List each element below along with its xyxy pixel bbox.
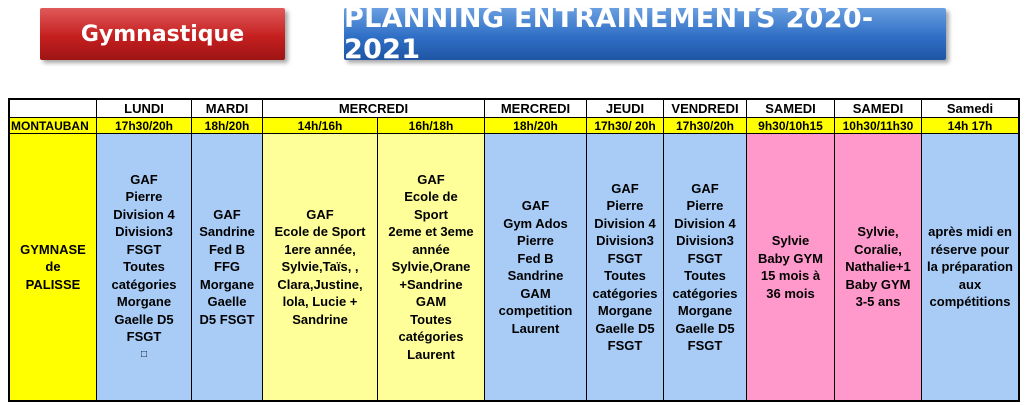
session-cell: GAF Gym Ados Pierre Fed B Sandrine GAM competition Laurent <box>485 134 586 400</box>
title-banner <box>344 3 946 65</box>
time-slot: 17h30/20h <box>664 118 746 133</box>
time-slot: 14h/16h <box>263 118 377 133</box>
time-slot: 10h30/11h30 <box>835 118 921 133</box>
day-header: MERCREDI <box>485 100 586 117</box>
time-slot: 18h/20h <box>192 118 262 133</box>
session-cell: GAF Ecole de Sport 2eme et 3eme année Sylvie,Orane +Sandrine GAM Toutes catégories Laurent <box>378 134 484 400</box>
day-header: SAMEDI <box>835 100 921 117</box>
session-cell: GAF Sandrine Fed B FFG Morgane Gaelle D5 FSGT <box>192 134 262 400</box>
time-slot: 9h30/10h15 <box>747 118 834 133</box>
time-slot: 16h/18h <box>378 118 484 133</box>
location-label: MONTAUBAN <box>10 118 96 133</box>
session-cell: Sylvie Baby GYM 15 mois à 36 mois <box>747 134 834 400</box>
session-cell <box>97 134 191 400</box>
section-label: Gymnastique <box>80 21 245 47</box>
day-header: SAMEDI <box>747 100 834 117</box>
day-header: JEUDI <box>587 100 663 117</box>
venue-cell: GYMNASE de PALISSE <box>10 134 96 400</box>
session-cell: GAF Pierre Division 4 Division3 FSGT Toutes catégories Morgane Gaelle D5 FSGT <box>587 134 663 400</box>
section-badge <box>40 8 285 60</box>
time-slot: 14h 17h <box>922 118 1018 133</box>
day-header: Samedi <box>922 100 1018 117</box>
box-mark: □ <box>140 348 148 360</box>
session-cell: GAF Ecole de Sport 1ere année, Sylvie,Taïs, , Clara,Justine, lola, Lucie + Sandrine <box>263 134 377 400</box>
corner-cell <box>10 100 96 117</box>
time-slot: 17h30/20h <box>97 118 191 133</box>
session-text: GAF Pierre Division 4 Division3 FSGT Toutes catégories Morgane Gaelle D5 FSGT <box>111 171 177 345</box>
day-header: VENDREDI <box>664 100 746 117</box>
day-header: LUNDI <box>97 100 191 117</box>
day-header: MERCREDI <box>263 100 484 117</box>
session-cell: Sylvie, Coralie, Nathalie+1 Baby GYM 3-5 ans <box>835 134 921 400</box>
time-slot: 17h30/ 20h <box>587 118 663 133</box>
day-header: MARDI <box>192 100 262 117</box>
schedule-table <box>8 98 1020 402</box>
page-title: PLANNING ENTRAINEMENTS 2020-2021 <box>344 3 874 65</box>
time-slot: 18h/20h <box>485 118 586 133</box>
session-cell: GAF Pierre Division 4 Division3 FSGT Toutes catégories Morgane Gaelle D5 FSGT <box>664 134 746 400</box>
session-cell: après midi en réserve pour la préparation aux compétitions <box>922 134 1018 400</box>
